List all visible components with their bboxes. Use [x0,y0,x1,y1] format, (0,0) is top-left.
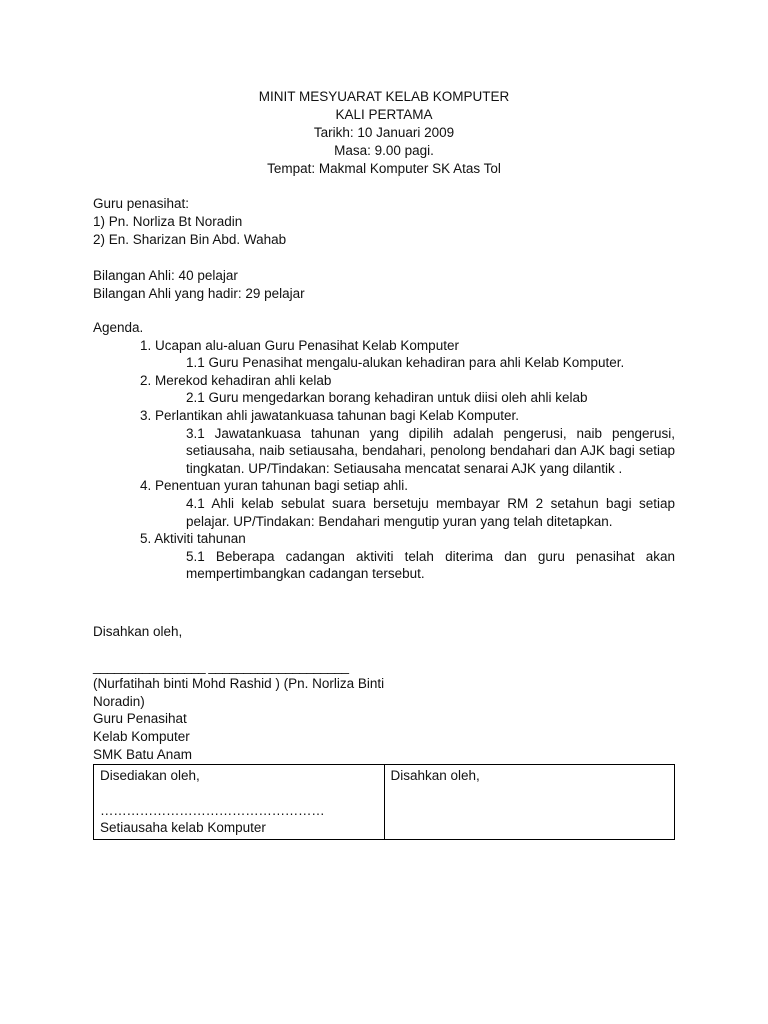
approved-by-cell [384,765,675,840]
prepared-by-cell [94,765,385,840]
meeting-number: KALI PERTAMA [335,107,433,122]
agenda-item: 5. Aktiviti tahunan [140,531,246,547]
meeting-date: Tarikh: 10 Januari 2009 [313,125,455,140]
signatory-club: Kelab Komputer [93,728,190,744]
agenda-item: 3. Perlantikan ahli jawatankuasa tahunan bagi Kelab Komputer. [140,407,520,423]
agenda-section [93,319,675,583]
approved-by-label: Disahkan oleh, [390,768,480,783]
agenda-subitem: 3.1 Jawatankuasa tahunan yang dipilih adalah pengerusi, naib pengerusi, setiausaha, naib setiausaha, bendahari, penolong bendahari dan AJK bagi setiap tingkatan. UP/Tindakan: Setiausaha mencatat senarai AJK yang dilantik . [186,425,675,476]
advisor-item: 2) En. Sharizan Bin Abd. Wahab [93,232,287,247]
meeting-time: Masa: 9.00 pagi. [334,143,434,158]
signature-lines: ________________ ____________________ [93,658,349,674]
minutes-header [0,88,768,178]
document-title: MINIT MESYUARAT KELAB KOMPUTER [258,89,510,104]
agenda-item: 1. Ucapan alu-aluan Guru Penasihat Kelab Komputer [140,337,459,353]
agenda-item: 4. Penentuan yuran tahunan bagi setiap ahli. [140,478,408,494]
agenda-item: 2. Merekod kehadiran ahli kelab [140,372,332,388]
signoff-label: Disahkan oleh, [93,624,183,639]
signoff-section [93,623,393,763]
advisors-heading: Guru penasihat: [93,196,190,211]
prepared-by-signature-line: …………………………………………… [100,802,325,818]
prepared-by-label: Disediakan oleh, [100,768,200,783]
agenda-heading: Agenda. [93,320,144,335]
agenda-subitem: 2.1 Guru mengedarkan borang kehadiran untuk diisi oleh ahli kelab [186,390,588,406]
agenda-subitem: 5.1 Beberapa cadangan aktiviti telah diterima dan guru penasihat akan mempertimbangkan cadangan tersebut. [186,548,675,582]
signatory-names: (Nurfatihah binti Mohd Rashid ) (Pn. Norliza Binti Noradin) [93,676,385,709]
agenda-subitem: 1.1 Guru Penasihat mengalu-alukan kehadiran para ahli Kelab Komputer. [186,355,625,371]
signatory-role: Guru Penasihat [93,711,187,727]
approval-table [93,764,675,840]
meeting-venue: Tempat: Makmal Komputer SK Atas Tol [267,161,501,176]
prepared-by-role: Setiausaha kelab Komputer [100,820,266,836]
advisors-section [93,195,286,249]
agenda-subitem: 4.1 Ahli kelab sebulat suara bersetuju membayar RM 2 setahun bagi setiap pelajar. UP/Tindakan: Bendahari mengutip yuran yang telah ditetapkan. [186,495,675,529]
members-section [93,267,305,303]
advisor-item: 1) Pn. Norliza Bt Noradin [93,214,243,229]
member-present: Bilangan Ahli yang hadir: 29 pelajar [93,286,305,301]
member-total: Bilangan Ahli: 40 pelajar [93,268,238,283]
signatory-school: SMK Batu Anam [93,746,193,762]
